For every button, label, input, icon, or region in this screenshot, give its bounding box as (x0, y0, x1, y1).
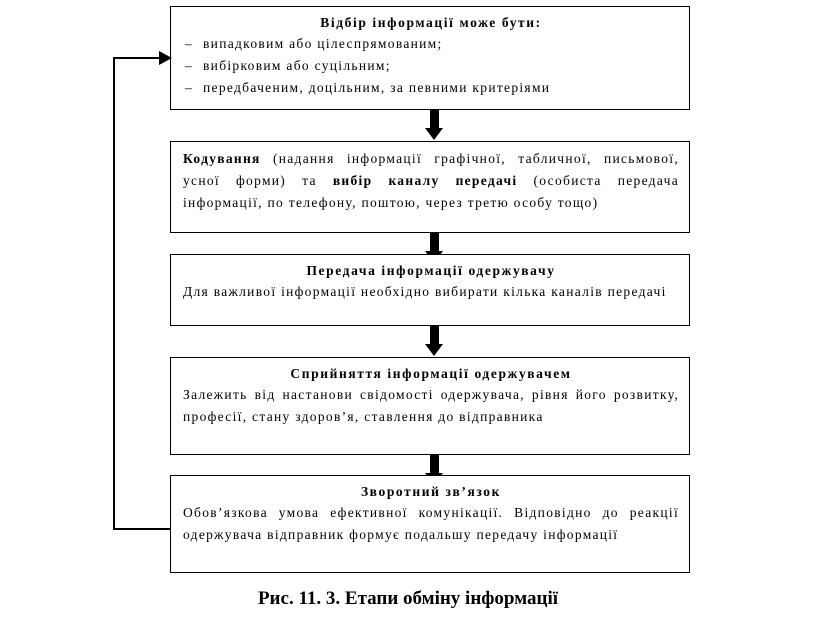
arrow-shaft (430, 110, 439, 129)
list-item (183, 77, 679, 99)
block-perception-text: Залежить від настанови свідомості одержувача, рівня його розвитку, професії, стану здоров’я, ставлення до відправника (183, 387, 679, 425)
block-perception-title: Сприйняття інформації одержувачем (290, 366, 572, 381)
block-coding-text (183, 148, 679, 214)
arrow-shaft (430, 233, 439, 252)
arrow-head (425, 344, 443, 356)
list-item-label: вибірковим або суцільним; (203, 58, 391, 74)
block-coding-emphasis-1: Кодування (183, 151, 261, 166)
block-transfer-title: Передача інформації одержувачу (306, 263, 556, 278)
list-item-label: випадковим або цілеспрямованим; (203, 36, 443, 52)
block-transfer-text: Для важливої інформації необхідно вибирати кілька каналів передачі (183, 284, 667, 300)
block-coding-plain-2: (особиста передача інформації, по телефону, поштою, через третю особу тощо) (183, 172, 679, 210)
dash-marker: – (185, 79, 194, 95)
feedback-loop-top-segment (113, 57, 161, 59)
block-feedback (170, 475, 690, 573)
block-selection (170, 6, 690, 110)
block-transfer (170, 254, 690, 326)
feedback-loop-arrow-head (159, 51, 172, 65)
block-perception (170, 357, 690, 455)
arrow-head (425, 128, 443, 140)
block-coding-plain-1: (надання інформації графічної, табличної, письмової, усної форми) та (183, 151, 679, 188)
feedback-loop-vertical-segment (113, 57, 115, 530)
dash-marker: – (185, 58, 194, 74)
block-selection-list (183, 33, 679, 99)
list-item-label: передбаченим, доцільним, за певними критеріями (203, 79, 551, 95)
list-item (183, 55, 679, 77)
block-coding (170, 141, 690, 233)
dash-marker: – (185, 36, 194, 52)
list-item (183, 33, 679, 55)
block-coding-emphasis-2: вибір каналу передачі (332, 172, 518, 188)
figure-caption: Рис. 11. 3. Етапи обміну інформації (257, 588, 559, 609)
arrow-shaft (430, 326, 439, 345)
block-selection-title: Відбір інформації може бути: (320, 15, 542, 30)
feedback-loop-bottom-segment (113, 528, 170, 530)
block-feedback-text: Обов’язкова умова ефективної комунікації. Відповідно до реакції одержувача відправник формує подальшу передачу інформації (183, 505, 679, 543)
arrow-shaft (430, 455, 439, 474)
block-feedback-title: Зворотний зв’язок (360, 484, 502, 499)
